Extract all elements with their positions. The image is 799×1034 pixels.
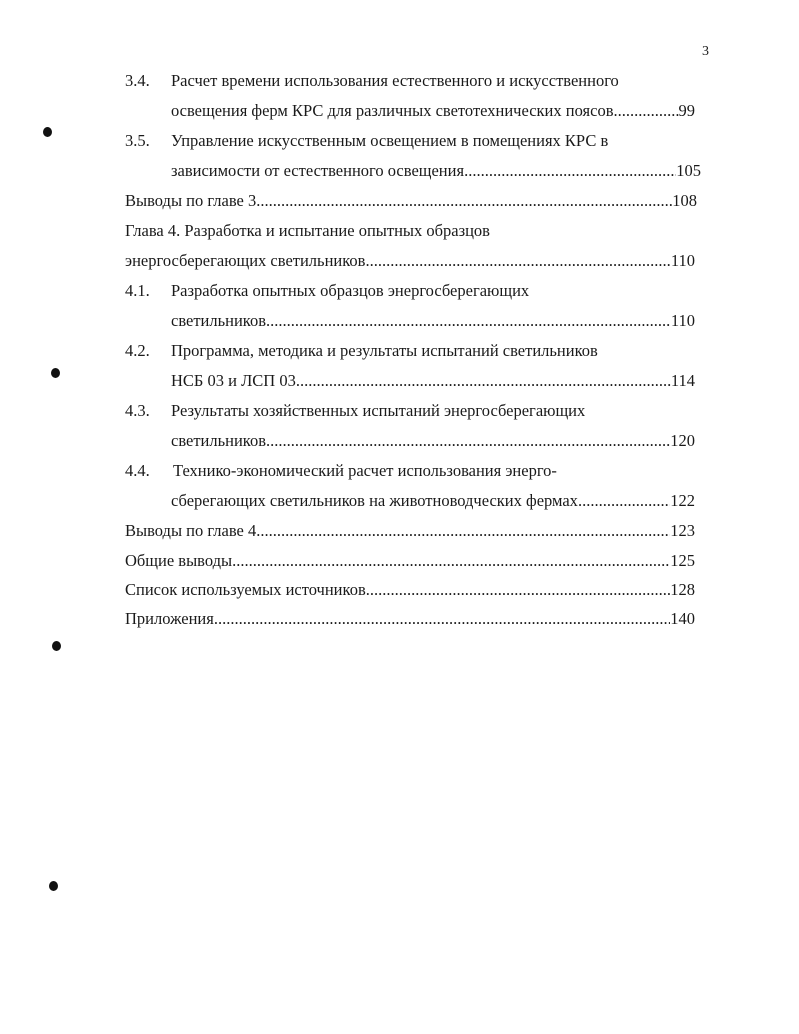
toc-leader-line bbox=[125, 580, 695, 600]
toc-entry-title-cont: зависимости от естественного освещения bbox=[171, 161, 465, 180]
toc-entry-number: 4.4. bbox=[125, 461, 150, 480]
dot-leader bbox=[365, 251, 670, 271]
toc-leader-line bbox=[125, 551, 695, 571]
toc-leader-line bbox=[171, 371, 695, 391]
dot-leader bbox=[613, 101, 678, 121]
toc-page-number: 140 bbox=[670, 609, 695, 628]
toc-entry-title: Приложения bbox=[125, 609, 214, 628]
toc-leader-line bbox=[125, 251, 695, 271]
toc-entry-title: Список используемых источников bbox=[125, 580, 366, 599]
toc-entry-number: 3.4. bbox=[125, 71, 150, 90]
dot-leader bbox=[296, 371, 671, 391]
toc-page-number: 128 bbox=[670, 580, 695, 599]
punch-hole-mark bbox=[43, 127, 52, 137]
dot-leader bbox=[266, 431, 670, 451]
toc-leader-line bbox=[171, 311, 695, 331]
toc-entry-title: Управление искусственным освещением в помещениях КРС в bbox=[171, 131, 609, 150]
toc-entry-title-cont: энергосберегающих светильников bbox=[125, 251, 366, 270]
toc-entry-number: 4.2. bbox=[125, 341, 150, 360]
toc-entry-number: 4.1. bbox=[125, 281, 150, 300]
toc-page-number: 105 bbox=[676, 161, 701, 180]
toc-leader-line bbox=[125, 521, 695, 541]
dot-leader bbox=[464, 161, 676, 181]
toc-entry-number: 4.3. bbox=[125, 401, 150, 420]
toc-leader-line bbox=[171, 101, 695, 121]
toc-entry-title: Выводы по главе 3 bbox=[125, 191, 257, 210]
dot-leader bbox=[256, 191, 672, 211]
punch-hole-mark bbox=[51, 368, 60, 378]
toc-page-number: 120 bbox=[670, 431, 695, 450]
toc-entry-title: Расчет времени использования естественного и искусственного bbox=[171, 71, 619, 90]
toc-page-number: 123 bbox=[670, 521, 695, 540]
toc-leader-line bbox=[171, 161, 701, 181]
toc-page-number: 122 bbox=[670, 491, 695, 510]
toc-entry-title-cont: светильников bbox=[171, 431, 267, 450]
punch-hole-mark bbox=[52, 641, 61, 651]
toc-entry-title: Программа, методика и результаты испытаний светильников bbox=[171, 341, 598, 360]
toc-entry-title: Результаты хозяйственных испытаний энергосберегающих bbox=[171, 401, 586, 420]
dot-leader bbox=[578, 491, 670, 511]
toc-entry-title: Глава 4. Разработка и испытание опытных образцов bbox=[125, 221, 490, 240]
toc-entry-title: Разработка опытных образцов энергосберегающих bbox=[171, 281, 530, 300]
toc-entry-title: Выводы по главе 4 bbox=[125, 521, 257, 540]
toc-leader-line bbox=[171, 491, 695, 511]
toc-page-number: 110 bbox=[670, 311, 695, 330]
toc-entry-number: 3.5. bbox=[125, 131, 150, 150]
dot-leader bbox=[256, 521, 670, 541]
toc-entry-title-cont: светильников bbox=[171, 311, 267, 330]
toc-entry-title: Общие выводы bbox=[125, 551, 233, 570]
dot-leader bbox=[266, 311, 671, 331]
toc-leader-line bbox=[125, 191, 697, 211]
toc-page-number: 99 bbox=[678, 101, 695, 120]
dot-leader bbox=[232, 551, 670, 571]
toc-entry-title: Технико-экономический расчет использования энерго- bbox=[173, 461, 557, 480]
toc-leader-line bbox=[125, 609, 695, 629]
toc-page-number: 108 bbox=[672, 191, 697, 210]
toc-page-number: 114 bbox=[670, 371, 695, 390]
dot-leader bbox=[366, 580, 671, 600]
punch-hole-mark bbox=[49, 881, 58, 891]
toc-entry-title-cont: сберегающих светильников на животноводческих фермах bbox=[171, 491, 578, 510]
toc-page-number: 125 bbox=[670, 551, 695, 570]
toc-leader-line bbox=[171, 431, 695, 451]
toc-page-number: 110 bbox=[670, 251, 695, 270]
dot-leader bbox=[214, 609, 670, 629]
page-number: 3 bbox=[702, 44, 709, 59]
toc-entry-title-cont: освещения ферм КРС для различных светотехнических поясов bbox=[171, 101, 614, 120]
toc-entry-title-cont: НСБ 03 и ЛСП 03 bbox=[171, 371, 296, 390]
